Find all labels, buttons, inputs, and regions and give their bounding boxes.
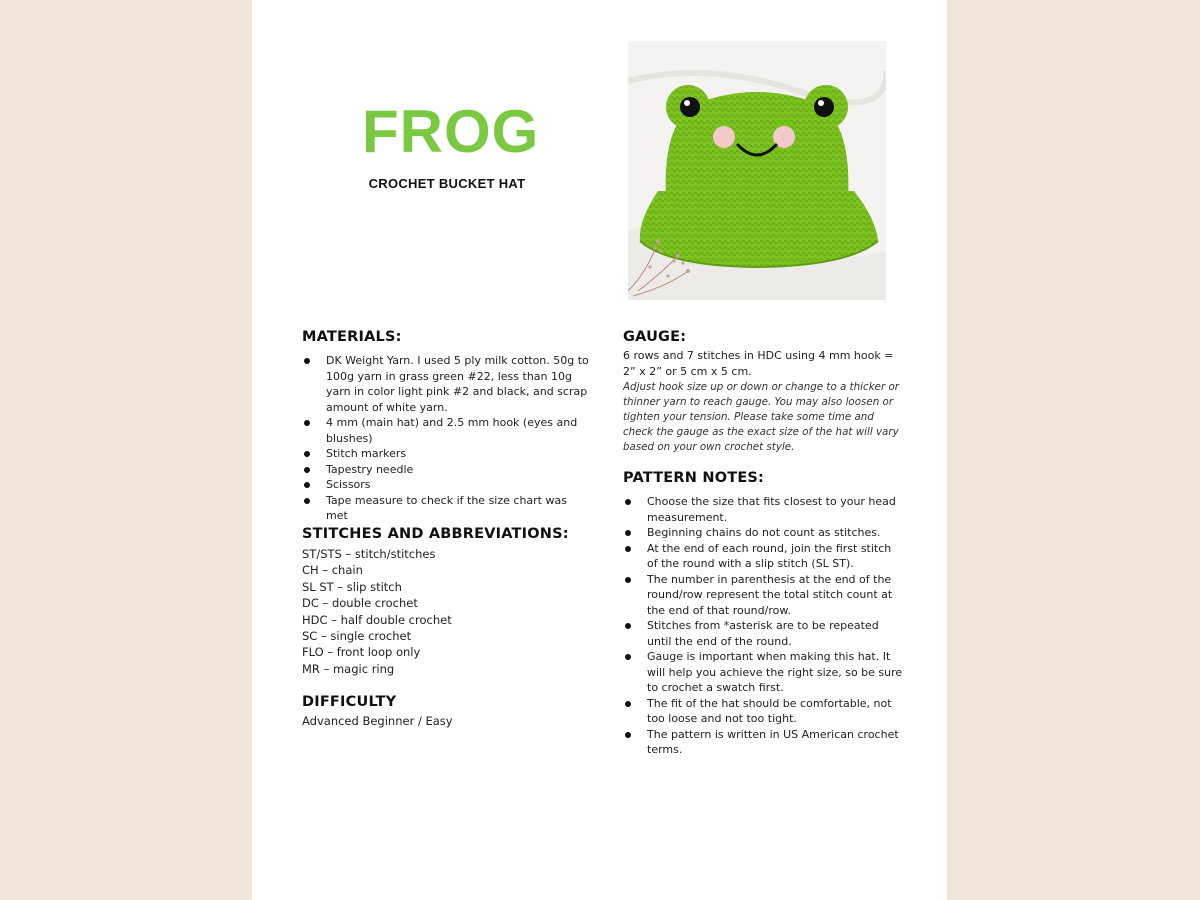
list-item: Scissors [302, 477, 592, 493]
pattern-notes-heading: PATTERN NOTES: [623, 470, 765, 486]
list-item: Stitch markers [302, 446, 592, 462]
list-item: The pattern is written in US American crochet terms. [623, 727, 903, 758]
list-item: SL ST – slip stitch [302, 579, 402, 594]
bullet-icon [304, 358, 310, 364]
gauge-line-1: 6 rows and 7 stitches in HDC using 4 mm hook = [623, 349, 894, 362]
list-item: The fit of the hat should be comfortable, not too loose and not too tight. [623, 696, 903, 727]
list-item: CH – chain [302, 563, 363, 578]
list-item: ST/STS – stitch/stitches [302, 547, 436, 561]
list-item: Gauge is important when making this hat. It will help you achieve the right size, so be sure to crochet a swatch first. [623, 649, 903, 696]
pattern-notes-list [623, 494, 903, 758]
bullet-icon [304, 498, 310, 504]
list-item: HDC – half double crochet [302, 612, 452, 627]
materials-list [302, 353, 592, 524]
list-item: 4 mm (main hat) and 2.5 mm hook (eyes and blushes) [302, 415, 592, 446]
list-item: Tape measure to check if the size chart was met [302, 493, 592, 524]
materials-heading: MATERIALS: [302, 329, 402, 345]
bullet-icon [304, 420, 310, 426]
bullet-icon [304, 467, 310, 473]
bullet-icon [625, 577, 631, 583]
bullet-icon [304, 451, 310, 457]
list-item: Tapestry needle [302, 462, 592, 478]
list-item: FLO – front loop only [302, 645, 421, 660]
list-item: Choose the size that fits closest to your head measurement. [623, 494, 903, 525]
list-item: SC – single crochet [302, 629, 412, 644]
gauge-heading: GAUGE: [623, 329, 687, 345]
bullet-icon [625, 701, 631, 707]
bullet-icon [625, 732, 631, 738]
difficulty-value: Advanced Beginner / Easy [302, 714, 453, 728]
page-subtitle: CROCHET BUCKET HAT [368, 176, 526, 191]
bullet-icon [304, 482, 310, 488]
list-item: The number in parenthesis at the end of the round/row represent the total stitch count at the end of that round/row. [623, 572, 903, 619]
bullet-icon [625, 546, 631, 552]
stitches-heading: STITCHES AND ABBREVIATIONS: [302, 526, 569, 542]
page-title: FROG [362, 98, 540, 165]
list-item: MR – magic ring [302, 661, 395, 676]
bullet-icon [625, 530, 631, 536]
bullet-icon [625, 623, 631, 629]
list-item: At the end of each round, join the first stitch of the round with a slip stitch (SL ST). [623, 541, 903, 572]
document-page [252, 0, 947, 900]
gauge-line-2: 2” x 2” or 5 cm x 5 cm. [623, 365, 752, 378]
list-item: Beginning chains do not count as stitches. [623, 525, 903, 541]
list-item: Stitches from *asterisk are to be repeated until the end of the round. [623, 618, 903, 649]
list-item: DC – double crochet [302, 596, 418, 611]
bullet-icon [625, 654, 631, 660]
frog-hat-photo [628, 41, 886, 300]
bullet-icon [625, 499, 631, 505]
difficulty-heading: DIFFICULTY [302, 694, 397, 710]
list-item: DK Weight Yarn. I used 5 ply milk cotton. 50g to 100g yarn in grass green #22, less than 10g yarn in color light pink #2 and black, and scrap amount of white yarn. [302, 353, 592, 415]
abbreviations-list [302, 546, 452, 677]
gauge-note: Adjust hook size up or down or change to a thicker or thinner yarn to reach gauge. You may also loosen or tighten your tension. Please take some time and check the gauge as the exact size of the hat will vary based on your own crochet style. [623, 381, 900, 453]
